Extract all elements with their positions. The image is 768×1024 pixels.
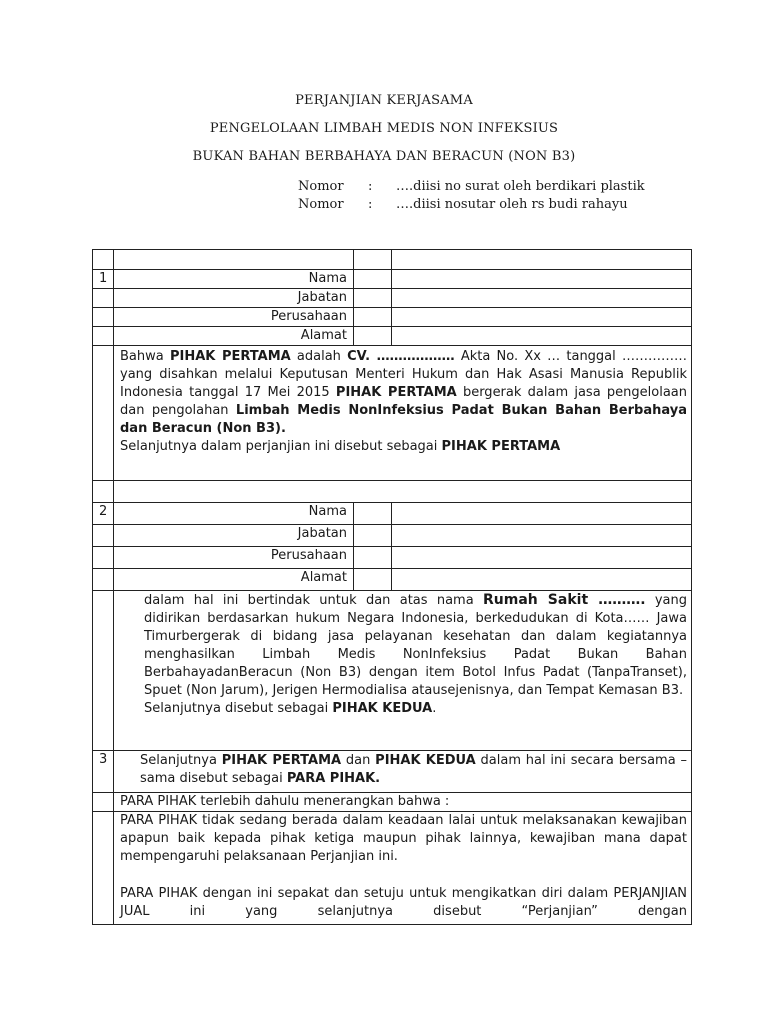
value-cell [392,289,692,308]
table-row [93,525,692,547]
label-alamat: Alamat [114,569,354,591]
agreement-table [92,249,692,925]
pihak-kedua-paragraph: dalam hal ini bertindak untuk dan atas nama Rumah Sakit ………. yang didirikan berdasarkan hukum Negara Indonesia, berkedudukan di Kota…… Jawa Timurbergerak di bidang jasa pelayanan kesehatan dan dalam kegiatannya menghasilkan Limbah Medis NonInfeksius Padat Bukan Bahan BerbahayadanBeracun (Non B3) dengan item Botol Infus Padat (TanpaTranset), Spuet (Non Jarum), Jerigen Hermodialisa atausejenisnya, dan Tempat Kemasan B3. Selanjutnya disebut sebagai PIHAK KEDUA. [114,591,692,751]
bold-text: PIHAK KEDUA [375,753,476,768]
label-perusahaan: Perusahaan [114,547,354,569]
bold-text: PARA PIHAK. [286,771,381,786]
document-subtitle: PENGELOLAAN LIMBAH MEDIS NON INFEKSIUS [209,121,559,136]
value-cell [392,270,692,289]
label-jabatan: Jabatan [114,525,354,547]
document-title: PERJANJIAN KERJASAMA [295,93,473,108]
table-row [93,812,692,925]
table-row [93,751,692,793]
bold-text: PIHAK PERTAMA [221,753,342,768]
table-row [93,481,692,503]
pihak-pertama-paragraph: Bahwa PIHAK PERTAMA adalah CV. ……………… Akta No. Xx … tanggal …………… yang disahkan melalui Keputusan Menteri Hukum dan Hak Asasi Manusia Republik Indonesia tanggal 17 Mei 2015 PIHAK PERTAMA bergerak dalam jasa pengelolaan dan pengolahan Limbah Medis NonInfeksius Padat Bukan Bahan Berbahaya dan Beracun (Non B3). Selanjutnya dalam perjanjian ini disebut sebagai PIHAK PERTAMA [114,346,692,481]
bold-text: CV. ……………… [347,349,455,364]
table-row [93,591,692,751]
section-number: 1 [93,270,114,289]
section-number: 2 [93,503,114,525]
nomor-value-1: ….diisi no surat oleh berdikari plastik [396,179,645,194]
table-row [93,270,692,289]
section-number: 3 [93,751,114,793]
table-row [93,503,692,525]
para-pihak-paragraph: Selanjutnya PIHAK PERTAMA dan PIHAK KEDUA dalam hal ini secara bersama – sama disebut sebagai PARA PIHAK. [114,751,692,793]
nomor-colon: : [368,179,373,194]
bold-text: PIHAK PERTAMA [441,439,561,454]
bold-text: PIHAK PERTAMA [169,349,291,364]
table-row [93,289,692,308]
value-cell [392,503,692,525]
bold-text: Rumah Sakit ………. [483,592,646,608]
nomor-line-1 [298,179,645,194]
closing-paragraph [114,812,692,925]
document-subtitle-2: BUKAN BAHAN BERBAHAYA DAN BERACUN (NON B3) [192,149,576,164]
nomor-line-2 [298,197,628,212]
closing-paragraph-1: PARA PIHAK tidak sedang berada dalam keadaan lalai untuk melaksanakan kewajiban apapun baik kepada pihak ketiga maupun pihak lainnya, kewajiban mana dapat mempengaruhi pelaksanaan Perjanjian ini. [120,813,687,864]
table-row [93,569,692,591]
menerangkan-text: PARA PIHAK terlebih dahulu menerangkan bahwa : [114,793,692,812]
value-cell [392,547,692,569]
nomor-value-2: ….diisi nosutar oleh rs budi rahayu [396,197,628,212]
label-nama: Nama [114,503,354,525]
table-row [93,547,692,569]
table-row [93,327,692,346]
nomor-colon: : [368,197,373,212]
closing-paragraph-2: PARA PIHAK dengan ini sepakat dan setuju untuk mengikatkan diri dalam PERJANJIAN JUAL ini yang selanjutnya disebut “Perjanjian” dengan [120,886,687,919]
bold-text: PIHAK PERTAMA [335,385,457,400]
label-jabatan: Jabatan [114,289,354,308]
label-alamat: Alamat [114,327,354,346]
nomor-label: Nomor [298,197,344,212]
table-row [93,250,692,270]
nomor-label: Nomor [298,179,344,194]
value-cell [392,569,692,591]
table-row [93,346,692,481]
table-row [93,793,692,812]
value-cell [392,327,692,346]
bold-text: PIHAK KEDUA [332,701,433,716]
label-perusahaan: Perusahaan [114,308,354,327]
value-cell [392,525,692,547]
table-row [93,308,692,327]
bold-text: Limbah Medis NonInfeksius Padat Bukan Bahan Berbahaya dan Beracun (Non B3). [120,403,687,436]
value-cell [392,308,692,327]
label-nama: Nama [114,270,354,289]
